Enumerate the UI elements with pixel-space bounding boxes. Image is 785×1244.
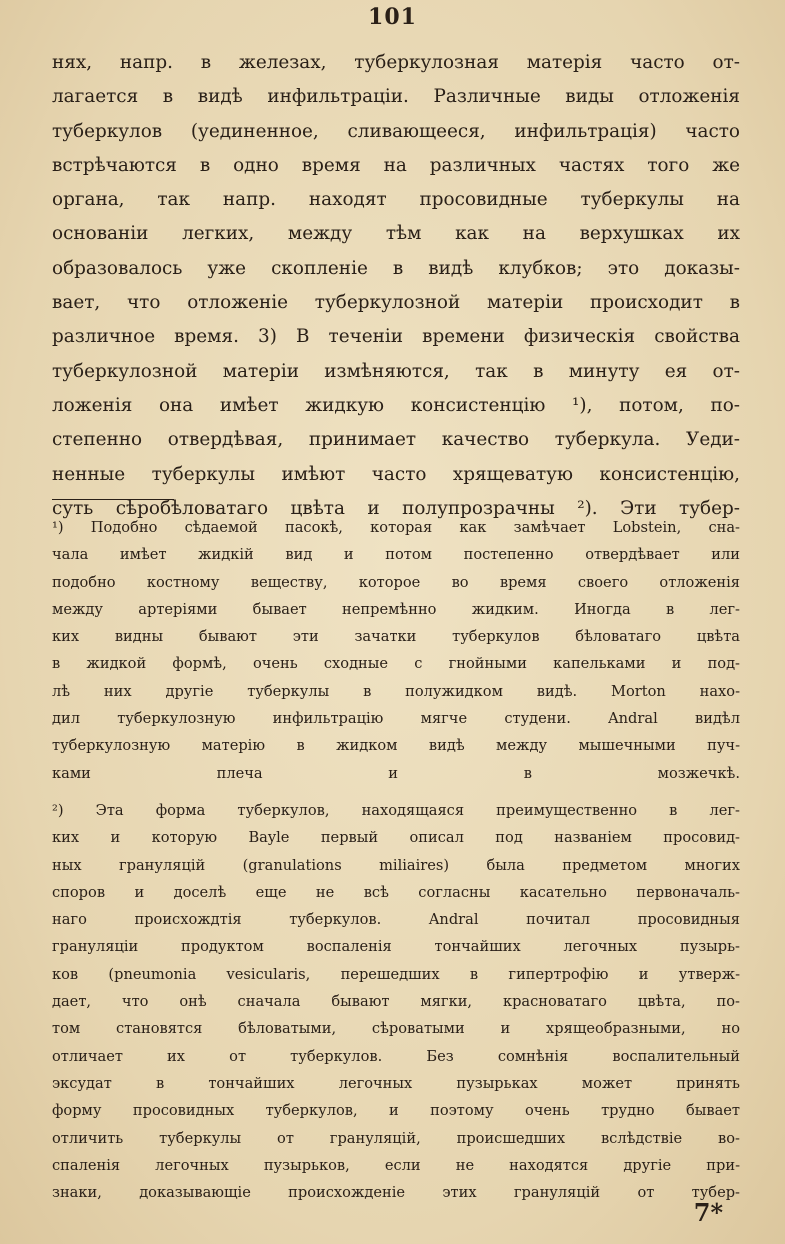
- footnote-line: лѣ них другіе туберкулы в полужидком видѣ. Morton нахо-: [52, 682, 740, 700]
- footnote-line: форму просовидных туберкулов, и поэтому очень трудно бывает: [52, 1102, 740, 1120]
- footnote-line: знаки, доказывающіе происхожденіе этих грануляцій от тубер-: [52, 1184, 740, 1202]
- page-number: 101: [368, 4, 417, 30]
- footnote-line: между артеріями бывает непремѣнно жидким. Иногда в лег-: [52, 600, 740, 618]
- footnote-line: отличает их от туберкулов. Без сомнѣнія воспалительный: [52, 1047, 740, 1065]
- footnote-gap: [52, 787, 740, 797]
- footnotes: [52, 514, 740, 1206]
- footnote-line: в жидкой формѣ, очень сходные с гнойными капельками и под-: [52, 655, 740, 673]
- text-line: степенно отвердѣвая, принимает качество туберкула. Уеди-: [52, 429, 740, 451]
- footnote-line: чала имѣет жидкій вид и потом постепенно отвердѣвает или: [52, 546, 740, 564]
- footnote-line: дает, что онѣ сначала бывают мягки, красноватаго цвѣта, по-: [52, 993, 740, 1011]
- text-line: лагается в видѣ инфильтрацiи. Различные виды отложенія: [52, 86, 740, 108]
- text-line: туберкулозной матеріи измѣняются, так в минуту ея от-: [52, 360, 740, 382]
- footnote-line: грануляціи продуктом воспаленія тончайших легочных пузырь-: [52, 938, 740, 956]
- footnote-1: [52, 514, 740, 787]
- text-line: туберкулов (уединенное, сливающееся, инфильтрація) часто: [52, 120, 740, 142]
- footnote-line: туберкулозную матерію в жидком видѣ между мышечными пуч-: [52, 737, 740, 755]
- footnote-line: отличить туберкулы от грануляцій, происшедших вслѣдствіе во-: [52, 1129, 740, 1147]
- footnote-line: ких видны бывают эти зачатки туберкулов бѣловатаго цвѣта: [52, 628, 740, 646]
- footnote-line: ¹) Подобно сѣдаемой пасокѣ, которая как замѣчает Lobstein, сна-: [52, 519, 740, 536]
- footnote-line: дил туберкулозную инфильтрацію мягче студени. Andral видѣл: [52, 710, 740, 728]
- footnote-line: спаленія легочных пузырьков, если не находятся другіе при-: [52, 1156, 740, 1174]
- footnote-line: наго происхождтія туберкулов. Andral почитал просовидныя: [52, 911, 740, 929]
- footnote-separator: [52, 499, 174, 500]
- footnote-line: подобно костному веществу, которое во время своего отложенія: [52, 573, 740, 591]
- footnote-line: ких и которую Bayle первый описал под названіем просовид-: [52, 829, 740, 847]
- text-line: различное время. 3) В теченіи времени физическія свойства: [52, 326, 740, 348]
- text-line: ложенія она имѣет жидкую консистенцію ¹), потом, по-: [52, 394, 740, 416]
- text-line: нях, напр. в железах, туберкулозная матерія часто от-: [52, 52, 740, 73]
- footnote-line: ками плеча и в мозжечкѣ.: [52, 764, 740, 782]
- footnote-line: ных грануляцій (granulations miliaires) была предметом многих: [52, 856, 740, 874]
- footnote-line: ²) Эта форма туберкулов, находящаяся преимущественно в лег-: [52, 801, 740, 819]
- text-line: ненные туберкулы имѣют часто хрящеватую консистенцію,: [52, 463, 740, 485]
- text-line: вает, что отложеніе туберкулозной матеріи происходит в: [52, 292, 740, 314]
- footnote-line: ков (pneumonia vesicularis, перешедших в гипертрофію и утверж-: [52, 965, 740, 983]
- footnote-2: [52, 797, 740, 1206]
- text-line: образовалось уже скопленіе в видѣ клубков; это доказы-: [52, 257, 740, 279]
- text-line: встрѣчаются в одно время на различных частях того же: [52, 154, 740, 176]
- text-line: основаніи легких, между тѣм как на верхушках их: [52, 223, 740, 245]
- text-line: суть сѣробѣловатаго цвѣта и полупрозрачны ²). Эти тубер-: [52, 497, 740, 519]
- printer-signature: 7*: [693, 1198, 723, 1227]
- footnote-line: эксудат в тончайших легочных пузырьках может принять: [52, 1074, 740, 1092]
- footnote-line: споров и доселѣ еще не всѣ согласны касательно первоначаль-: [52, 883, 740, 901]
- text-line: органа, так напр. находят просовидные туберкулы на: [52, 189, 740, 211]
- main-text: [52, 46, 740, 526]
- footnote-line: том становятся бѣловатыми, сѣроватыми и хрящеобразными, но: [52, 1020, 740, 1038]
